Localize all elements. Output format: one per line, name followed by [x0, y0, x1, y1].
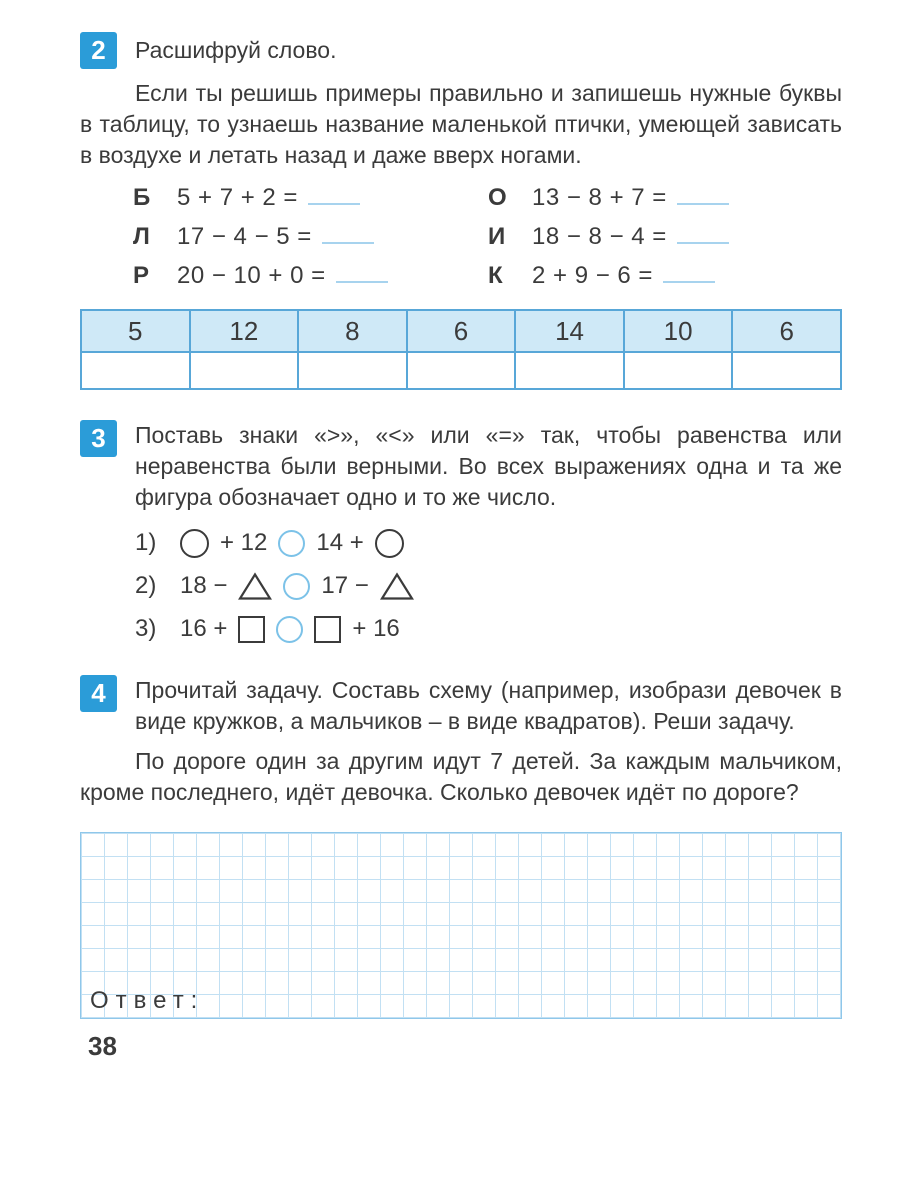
equation-letter: Р — [133, 262, 150, 289]
expression-text: 18 − — [180, 572, 228, 599]
triangle-shape — [238, 572, 272, 601]
expression-text: + 12 — [220, 529, 268, 556]
compare-row-3 — [135, 613, 842, 645]
decode-header-cell: 14 — [515, 310, 624, 352]
equation-letter: Б — [133, 184, 151, 211]
decode-answer-cell[interactable] — [515, 352, 624, 389]
task-4-problem: По дороге один за другим идут 7 детей. За каждым мальчиком, кроме последнего, идёт девочка. Сколько девочек идёт по дороге? — [80, 748, 842, 805]
square-shape — [238, 616, 265, 643]
equation-expression: 17 − 4 − 5 = — [177, 223, 312, 250]
task-4-number-badge: 4 — [80, 675, 117, 712]
answer-blank[interactable] — [336, 265, 388, 283]
page-number: 38 — [88, 1031, 117, 1061]
equation-letter: К — [488, 262, 503, 289]
equation-expression: 18 − 8 − 4 = — [532, 223, 667, 250]
task-4-intro: Прочитай задачу. Составь схему (например, изобрази девочек в виде кружков, а мальчиков – в виде квадратов). Реши задачу. — [135, 677, 842, 734]
equation-expression: 13 − 8 + 7 = — [532, 184, 667, 211]
answer-blank[interactable] — [308, 187, 360, 205]
task-2-number-badge: 2 — [80, 32, 117, 69]
decode-header-cell: 6 — [407, 310, 516, 352]
item-label: 1) — [135, 529, 157, 556]
decode-answer-cell[interactable] — [190, 352, 299, 389]
square-shape — [314, 616, 341, 643]
expression-text: 14 + — [316, 529, 364, 556]
answer-blank[interactable] — [677, 226, 729, 244]
expression-text: + 16 — [352, 615, 400, 642]
comparison-sign-placeholder[interactable] — [283, 573, 310, 600]
equation-row — [133, 222, 488, 252]
equation-letter: И — [488, 223, 506, 250]
task-3-title: Поставь знаки «>», «<» или «=» так, чтобы равенства или неравенства были верными. Во всех выражениях одна и та же фигура обозначает одно и то же число. — [135, 422, 842, 510]
task-2-equations — [133, 183, 842, 291]
decode-answer-cell[interactable] — [732, 352, 841, 389]
equation-letter: О — [488, 184, 507, 211]
equation-expression: 5 + 7 + 2 = — [177, 184, 298, 211]
equation-row — [488, 222, 842, 252]
decode-header-cell: 10 — [624, 310, 733, 352]
decode-answer-cell[interactable] — [407, 352, 516, 389]
equation-row — [488, 183, 842, 213]
task-3-number-badge: 3 — [80, 420, 117, 457]
equation-expression: 20 − 10 + 0 = — [177, 262, 326, 289]
circle-shape — [180, 529, 209, 558]
equation-row — [488, 261, 842, 291]
equation-letter: Л — [133, 223, 150, 250]
expression-text: 16 + — [180, 615, 228, 642]
comparison-sign-placeholder[interactable] — [278, 530, 305, 557]
answer-blank[interactable] — [322, 226, 374, 244]
expression-text: 17 − — [321, 572, 369, 599]
decode-table — [80, 309, 842, 390]
decode-header-cell: 12 — [190, 310, 299, 352]
equation-expression: 2 + 9 − 6 = — [532, 262, 653, 289]
task-2-title: Расшифруй слово. — [135, 37, 337, 63]
decode-table-answer-row — [81, 352, 841, 389]
task-4 — [80, 675, 842, 1019]
compare-row-2 — [135, 570, 842, 602]
task-2-intro: Если ты решишь примеры правильно и запишешь нужные буквы в таблицу, то узнаешь название маленькой птички, умеющей зависать в воздухе и летать назад и даже вверх ногами. — [80, 80, 842, 168]
triangle-shape — [380, 572, 414, 601]
task-3 — [80, 420, 842, 645]
decode-header-cell: 6 — [732, 310, 841, 352]
decode-header-cell: 5 — [81, 310, 190, 352]
answer-blank[interactable] — [663, 265, 715, 283]
item-label: 3) — [135, 615, 157, 642]
task-2 — [80, 32, 842, 390]
equation-row — [133, 183, 488, 213]
working-grid[interactable] — [80, 832, 842, 1019]
answer-blank[interactable] — [677, 187, 729, 205]
comparison-sign-placeholder[interactable] — [276, 616, 303, 643]
item-label: 2) — [135, 572, 157, 599]
circle-shape — [375, 529, 404, 558]
decode-answer-cell[interactable] — [298, 352, 407, 389]
decode-answer-cell[interactable] — [624, 352, 733, 389]
task-3-items — [135, 527, 842, 645]
answer-label: Ответ: — [90, 987, 205, 1014]
equation-row — [133, 261, 488, 291]
decode-table-header-row — [81, 310, 841, 352]
decode-header-cell: 8 — [298, 310, 407, 352]
decode-answer-cell[interactable] — [81, 352, 190, 389]
compare-row-1 — [135, 527, 842, 559]
